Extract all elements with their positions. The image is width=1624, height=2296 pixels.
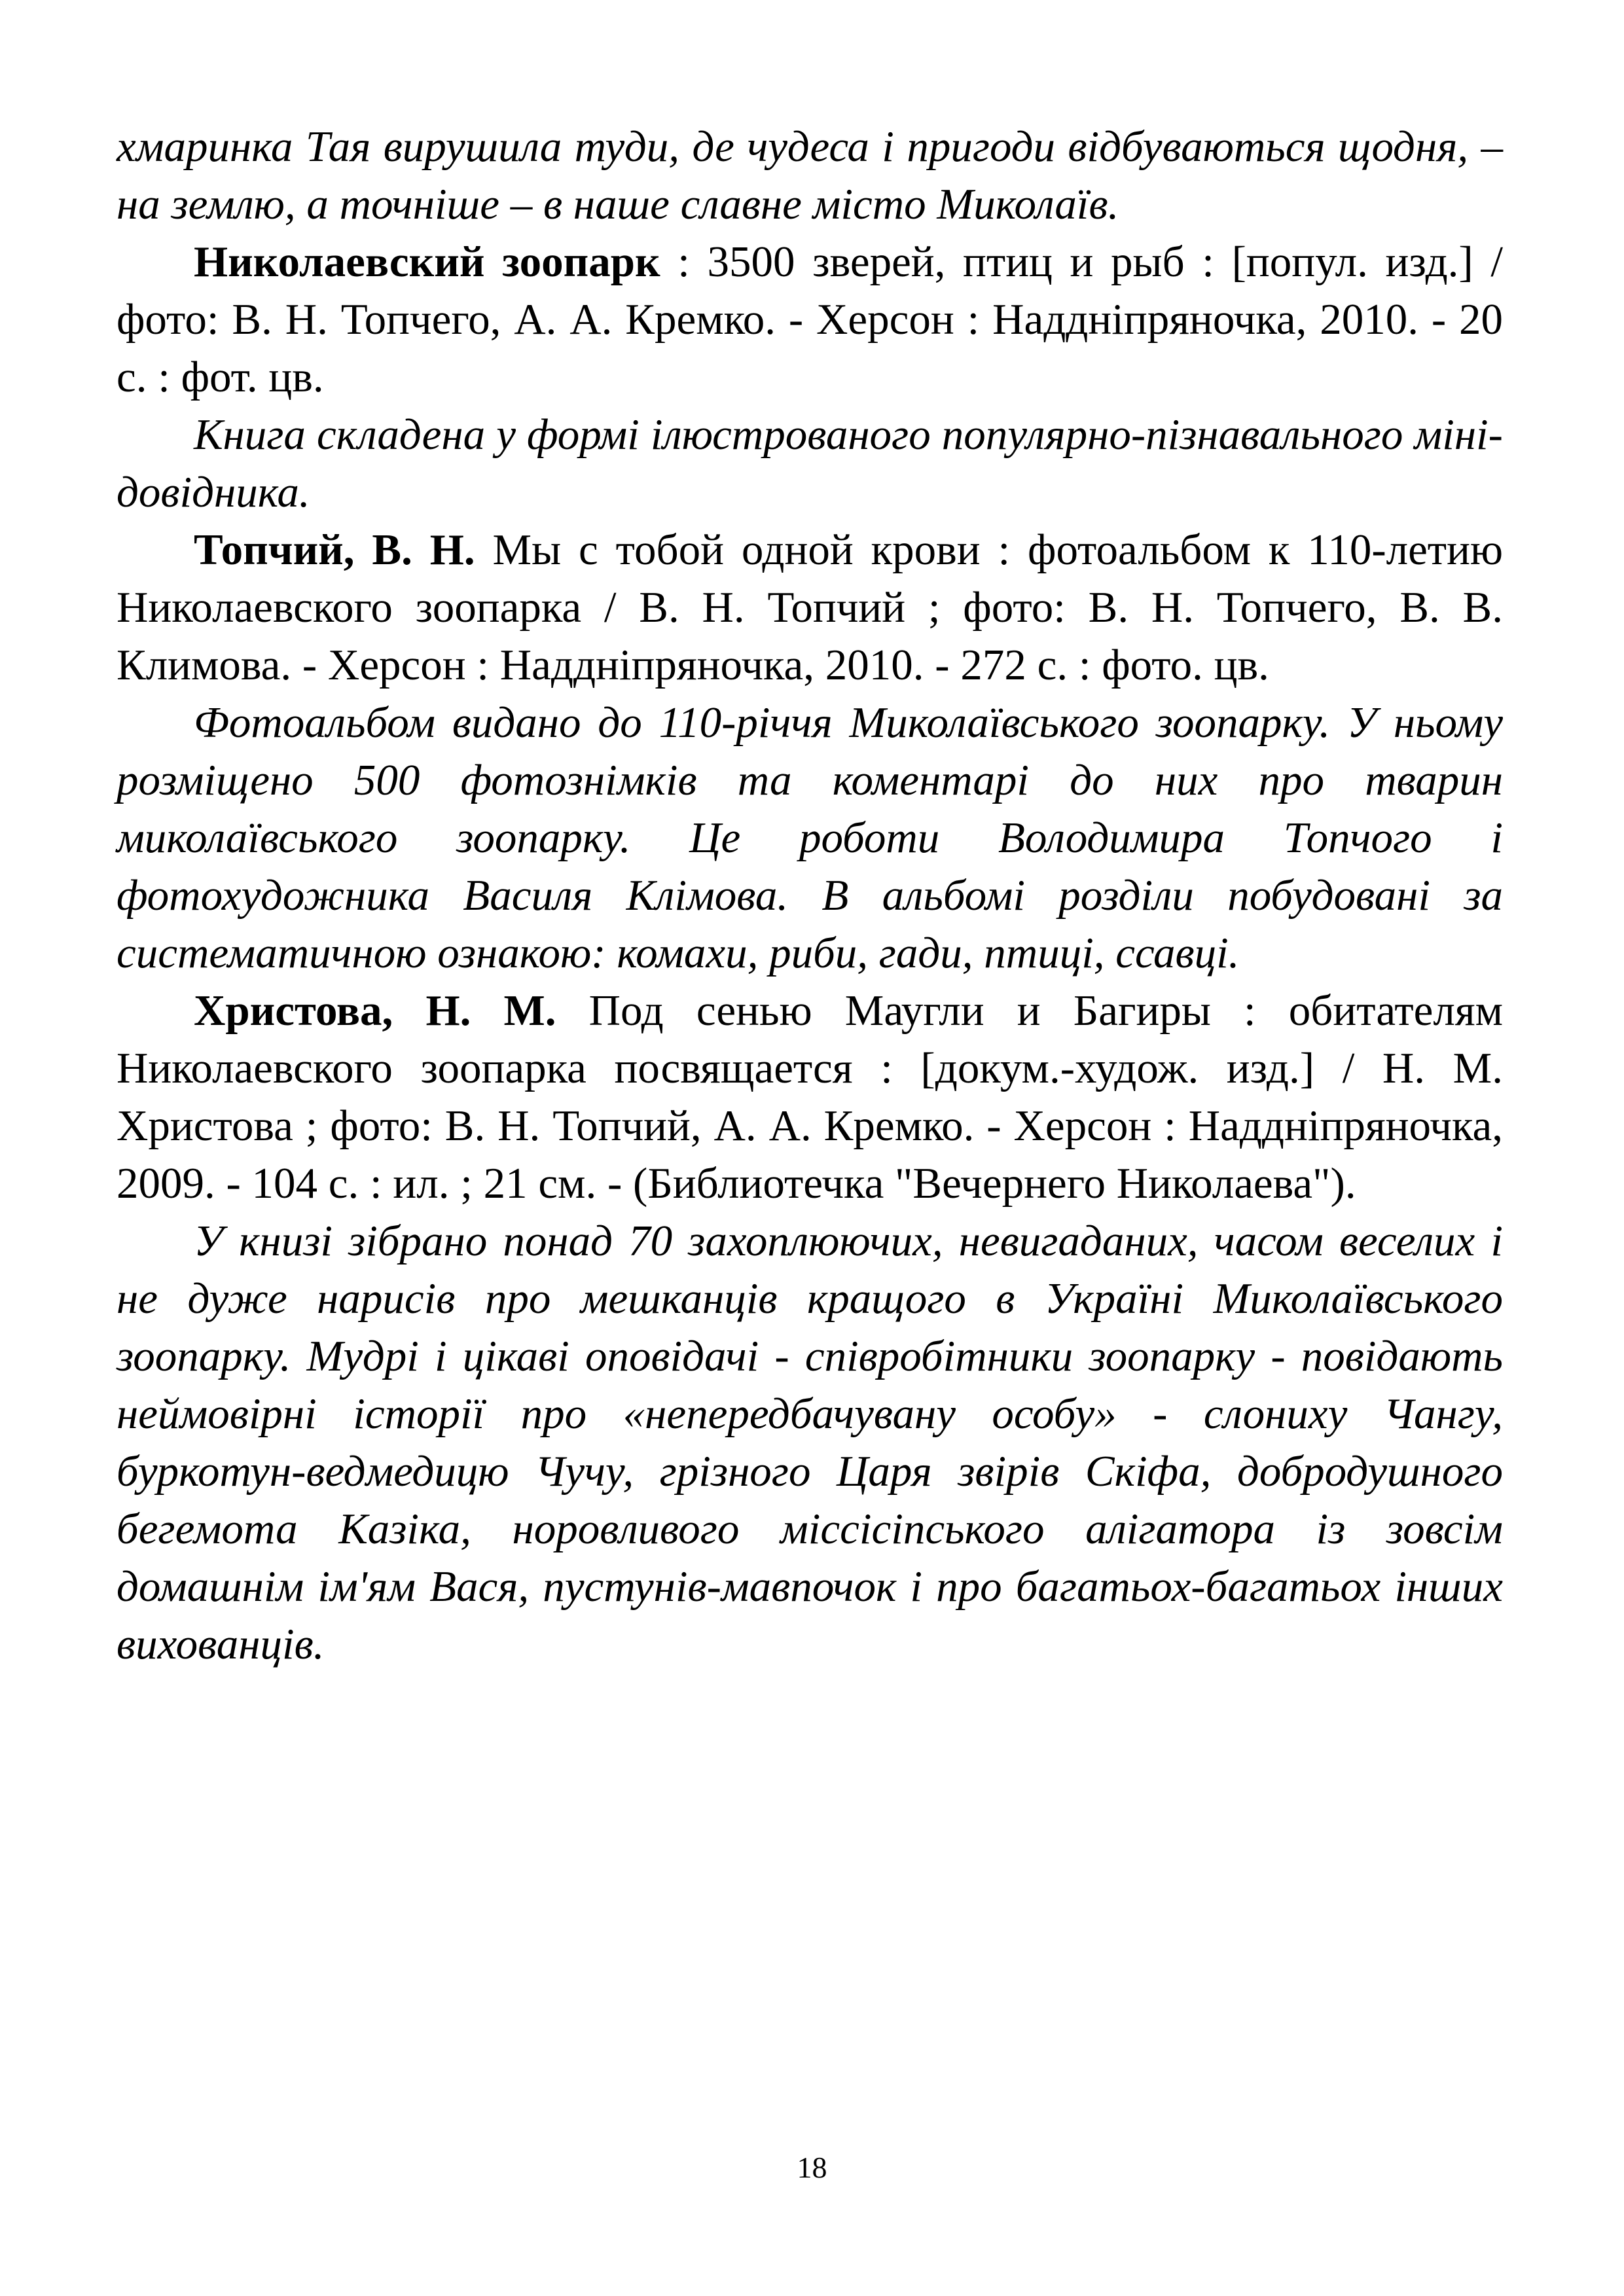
bibliographic-entry — [117, 982, 1503, 1212]
page-number: 18 — [797, 2151, 827, 2184]
annotation-continued: хмаринка Тая вирушила туди, де чудеса і пригоди відбуваються щодня, – на землю, а точніше – в наше славне місто Миколаїв. — [117, 122, 1503, 228]
entry-author: Топчий, В. Н. — [194, 526, 475, 574]
entry-annotation: У книзі зібрано понад 70 захоплюючих, невигаданих, часом веселих і не дуже нарисів про мешканців кращого в Україні Миколаївського зоопарку. Мудрі і цікаві оповідачі - співробітники зоопарку - повідають неймовірні історії про «непередбачувану особу» - слониху Чангу, буркотун-ведмедицю Чучу, грізного Царя звірів Скіфа, добродушного бегемота Казіка, норовливого міссісіпського алігатора із зовсім домашнім ім'ям Вася, пустунів-мавпочок і про багатьох-багатьох інших вихованців. — [117, 1217, 1503, 1668]
entry-title: Николаевский зоопарк — [194, 238, 660, 286]
page-body — [117, 118, 1503, 1673]
entry-annotation: Фотоальбом видано до 110-річчя Миколаївського зоопарку. У ньому розміщено 500 фотознімків та коментарі до них про тварин миколаївського зоопарку. Це роботи Володимира Топчого і фотохудожника Василя Клімова. В альбомі розділи побудовані за систематичною ознакою: комахи, риби, гади, птиці, ссавці. — [117, 698, 1503, 977]
entry-description: : 3500 зверей, птиц и рыб : [попул. изд.] / фото: В. Н. Топчего, А. А. Кремко. - Херсон : Наддніпряночка, 2010. - 20 с. : фот. цв. — [117, 238, 1503, 401]
entry-author: Христова, Н. М. — [194, 986, 556, 1035]
bibliographic-entry — [117, 233, 1503, 406]
bibliographic-entry — [117, 521, 1503, 694]
entry-description: Под сенью Маугли и Багиры : обитателям Николаевского зоопарка посвящается : [докум.-худож. изд.] / Н. М. Христова ; фото: В. Н. Топчий, А. А. Кремко. - Херсон : Наддніпряночка, 2009. - 104 с. : ил. ; 21 см. - (Библиотечка "Вечернего Николаева"). — [117, 986, 1504, 1208]
entry-annotation: Книга складена у формі ілюстрованого популярно-пізнавального міні-довідника. — [117, 410, 1503, 516]
entry-description: Мы с тобой одной крови : фотоальбом к 110-летию Николаевского зоопарка / В. Н. Топчий ; фото: В. Н. Топчего, В. В. Климова. - Херсон : Наддніпряночка, 2010. - 272 с. : фото. цв. — [117, 526, 1503, 689]
